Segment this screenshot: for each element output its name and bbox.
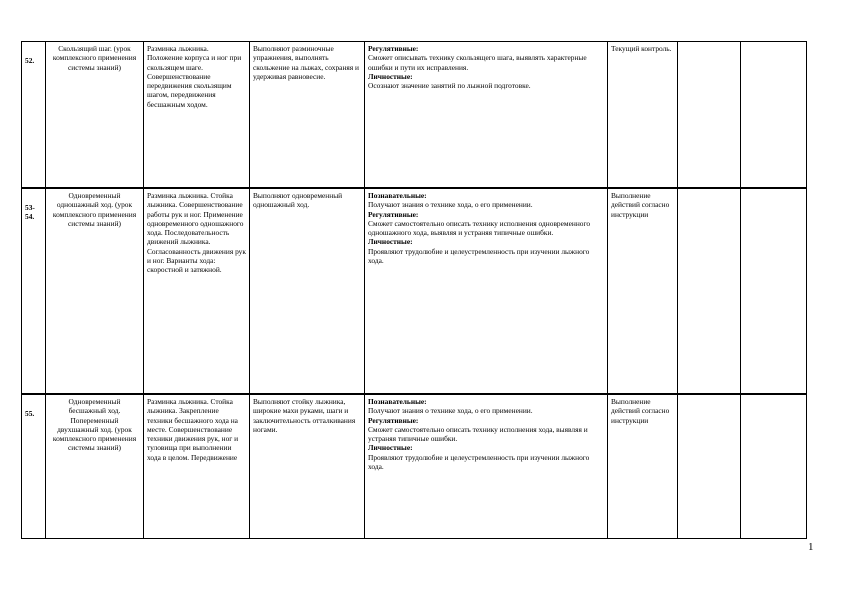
table-row bbox=[22, 188, 807, 394]
empty-cell bbox=[678, 188, 741, 394]
control-form: Выполнение действий согласно инструкции bbox=[608, 394, 678, 539]
result-heading: Познавательные: bbox=[368, 191, 427, 200]
empty-cell bbox=[741, 394, 807, 539]
lesson-content: Разминка лыжника. Положение корпуса и ног при скользящем шаге. Совершенствование передвижения скользящим шагом, передвижения бесшажным ходом. bbox=[144, 42, 250, 189]
lesson-content: Разминка лыжника. Стойка лыжника. Совершенствование работы рук и ног. Применение одновременного одношажного хода. Последовательность движений лыжника. Согласованность движения рук и ног. Варианты хода: скоростной и затяжной. bbox=[144, 188, 250, 394]
result-heading: Личностные: bbox=[368, 71, 413, 81]
result-text: Получают знания о технике хода, о его применении. bbox=[368, 406, 533, 416]
student-activity: Выполняют разминочные упражнения, выполнять скольжение на лыжах, сохраняя и удерживая равновесие. bbox=[250, 42, 365, 189]
lesson-number: 55. bbox=[22, 394, 46, 539]
control-form: Выполнение действий согласно инструкции bbox=[608, 188, 678, 394]
result-heading: Личностные: bbox=[368, 237, 413, 247]
result-heading: Познавательные: bbox=[368, 397, 427, 406]
result-heading: Регулятивные: bbox=[368, 415, 419, 425]
lesson-topic bbox=[46, 394, 144, 539]
result-heading: Регулятивные: bbox=[368, 44, 419, 53]
lesson-content: Разминка лыжника. Стойка лыжника. Закрепление техники бесшажного хода на месте. Совершенствование техники движения рук, ног и туловища при выполнении хода в целом. Передвижение bbox=[144, 394, 250, 539]
result-text: Получают знания о технике хода, о его применении. bbox=[368, 200, 533, 210]
result-text: Проявляют трудолюбие и целеустремленность при изучении лыжного хода. bbox=[368, 452, 590, 472]
result-heading: Регулятивные: bbox=[368, 209, 419, 219]
result-text: Сможет описывать технику скользящего шага, выявлять характерные ошибки и пути их исправления. bbox=[368, 53, 587, 72]
student-activity: Выполняют стойку лыжника, широкие махи руками, шаги и заключительность отталкивания ногами. bbox=[250, 394, 365, 539]
empty-cell bbox=[741, 42, 807, 189]
lesson-topic bbox=[46, 188, 144, 394]
empty-cell bbox=[741, 188, 807, 394]
table-row bbox=[22, 394, 807, 539]
lesson-topic-text: Одновременный бесшажный ход. Попеременный двухшажный ход. (урок комплексного применения системы знаний) bbox=[52, 397, 137, 453]
lesson-plan-table bbox=[21, 41, 807, 539]
result-text: Осознают значение занятий по лыжной подготовке. bbox=[368, 81, 531, 91]
result-text: Сможет самостоятельно описать технику исполнения одновременного одношажного хода, выявляя и устраняя типичные ошибки. bbox=[368, 218, 591, 238]
learning-results bbox=[365, 42, 608, 189]
lesson-topic bbox=[46, 42, 144, 189]
empty-cell bbox=[678, 394, 741, 539]
lesson-topic-text: Одновременный одношажный ход. (урок комплексного применения системы знаний) bbox=[52, 191, 137, 228]
result-heading: Личностные: bbox=[368, 443, 413, 453]
result-text: Проявляют трудолюбие и целеустремленность при изучении лыжного хода. bbox=[368, 246, 590, 266]
result-text: Сможет самостоятельно описать технику исполнения хода, выявляя и устраняя типичные ошибки. bbox=[368, 424, 588, 444]
page-number: 1 bbox=[808, 541, 814, 553]
learning-results bbox=[365, 188, 608, 394]
lesson-topic-text: Скользящий шаг. (урок комплексного применения системы знаний) bbox=[52, 44, 137, 72]
lesson-number: 52. bbox=[22, 42, 46, 189]
learning-results bbox=[365, 394, 608, 539]
table-row bbox=[22, 42, 807, 189]
lesson-number: 53-54. bbox=[22, 188, 46, 394]
empty-cell bbox=[678, 42, 741, 189]
control-form: Текущий контроль. bbox=[608, 42, 678, 189]
student-activity: Выполняют одновременный одношажный ход. bbox=[250, 188, 365, 394]
